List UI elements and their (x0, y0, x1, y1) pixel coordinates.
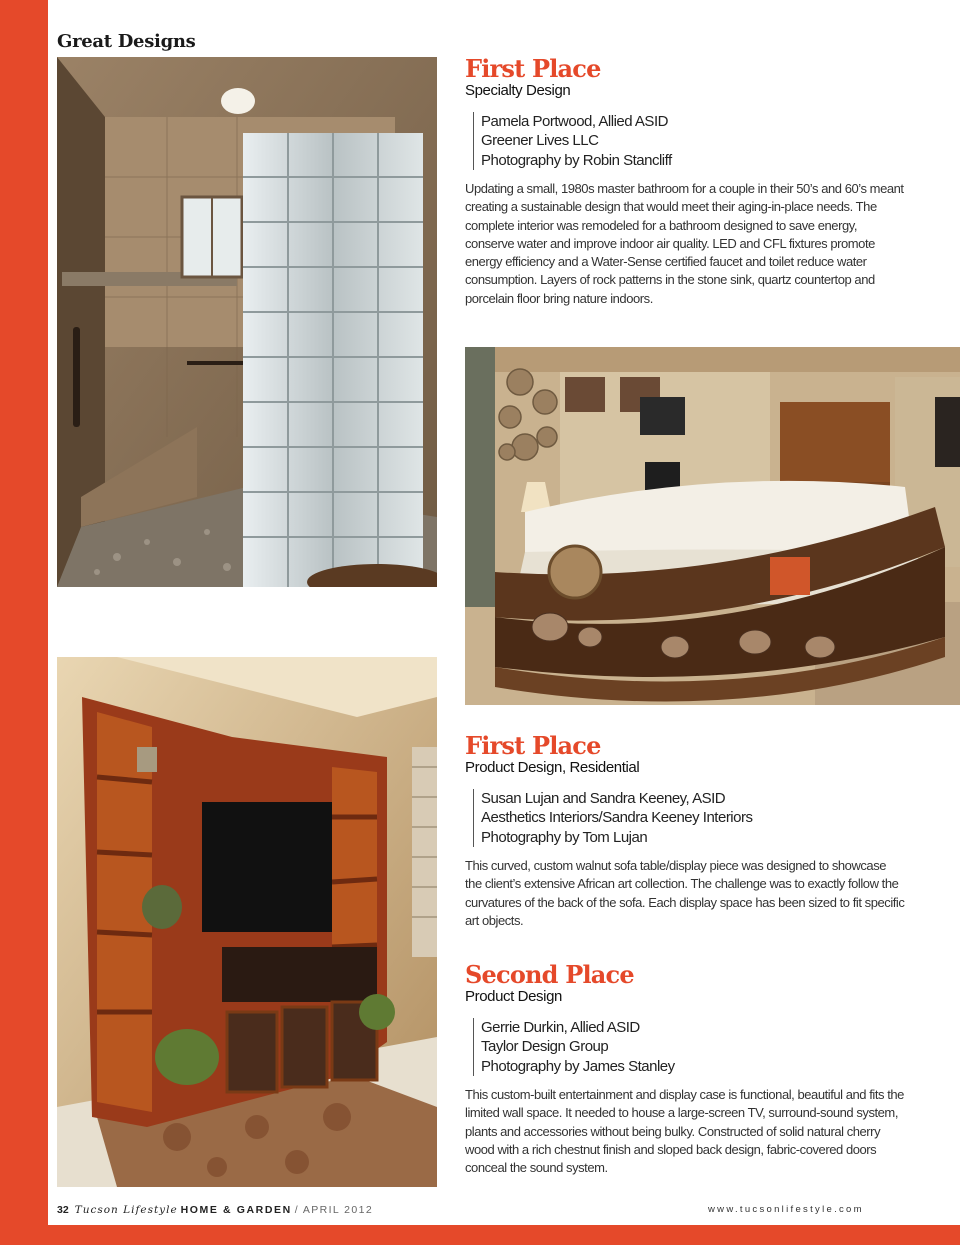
footer-folio (57, 1204, 373, 1216)
section-label: Great Designs (57, 31, 196, 52)
award-2-category: Product Design, Residential (465, 759, 640, 776)
award-2-photographer: Photography by Tom Lujan (481, 828, 648, 846)
award-3-photographer: Photography by James Stanley (481, 1057, 675, 1075)
award-3-title: Second Place (465, 960, 634, 989)
issue-date: / APRIL 2012 (294, 1204, 374, 1216)
entertainment-center-photo (57, 657, 437, 1187)
left-accent-bar (0, 0, 48, 1245)
award-1-category: Specialty Design (465, 82, 571, 99)
award-2-description: This curved, custom walnut sofa table/display piece was designed to showcase the client’s extensive African art collection. The challenge was to exactly follow the curvatures of the back of the sofa. Each display space has been sized to fit specific art objects. (465, 858, 905, 928)
award-2-title: First Place (465, 731, 601, 760)
bathroom-photo (57, 57, 437, 587)
award-1-photographer: Photography by Robin Stancliff (481, 151, 672, 169)
magazine-section: HOME & GARDEN (180, 1204, 292, 1216)
award-1-title: First Place (465, 54, 601, 83)
award-1-description: Updating a small, 1980s master bathroom for a couple in their 50’s and 60’s meant creating a sustainable design that would meet their aging-in-place needs. The complete interior was remodeled for a bathroom designed to save energy, conserve water and improve indoor air quality. LED and CFL fixtures promote energy efficiency and a Water-Sense certified faucet and toilet reduce water consumption. Layers of rock patterns in the stone sink, quartz countertop and porcelain floor bring nature indoors. (465, 181, 904, 306)
award-1-credits (473, 112, 672, 170)
award-1-designer: Pamela Portwood, Allied ASID (481, 113, 668, 130)
award-3-credits (473, 1018, 675, 1076)
award-2-designers: Susan Lujan and Sandra Keeney, ASID (481, 790, 726, 807)
website-url: www.tucsonlifestyle.com (708, 1204, 864, 1215)
award-3-firm: Taylor Design Group (481, 1038, 609, 1056)
award-1-firm: Greener Lives LLC (481, 132, 599, 150)
award-3-designer: Gerrie Durkin, Allied ASID (481, 1019, 640, 1036)
award-2-credits (473, 789, 752, 847)
sofa-table-photo (465, 347, 960, 705)
magazine-name: Tucson Lifestyle (74, 1204, 178, 1216)
award-2-firm: Aesthetics Interiors/Sandra Keeney Interiors (481, 809, 753, 827)
page-number: 32 (57, 1204, 69, 1216)
award-3-category: Product Design (465, 988, 562, 1005)
award-3-description: This custom-built entertainment and display case is functional, beautiful and fits the limited wall space. It needed to house a large-screen TV, surround-sound system, plants and accessories without being bulky. Constructed of solid natural cherry wood with a rich chestnut finish and sloped back design, fabric-covered doors conceal the sound system. (465, 1087, 904, 1176)
